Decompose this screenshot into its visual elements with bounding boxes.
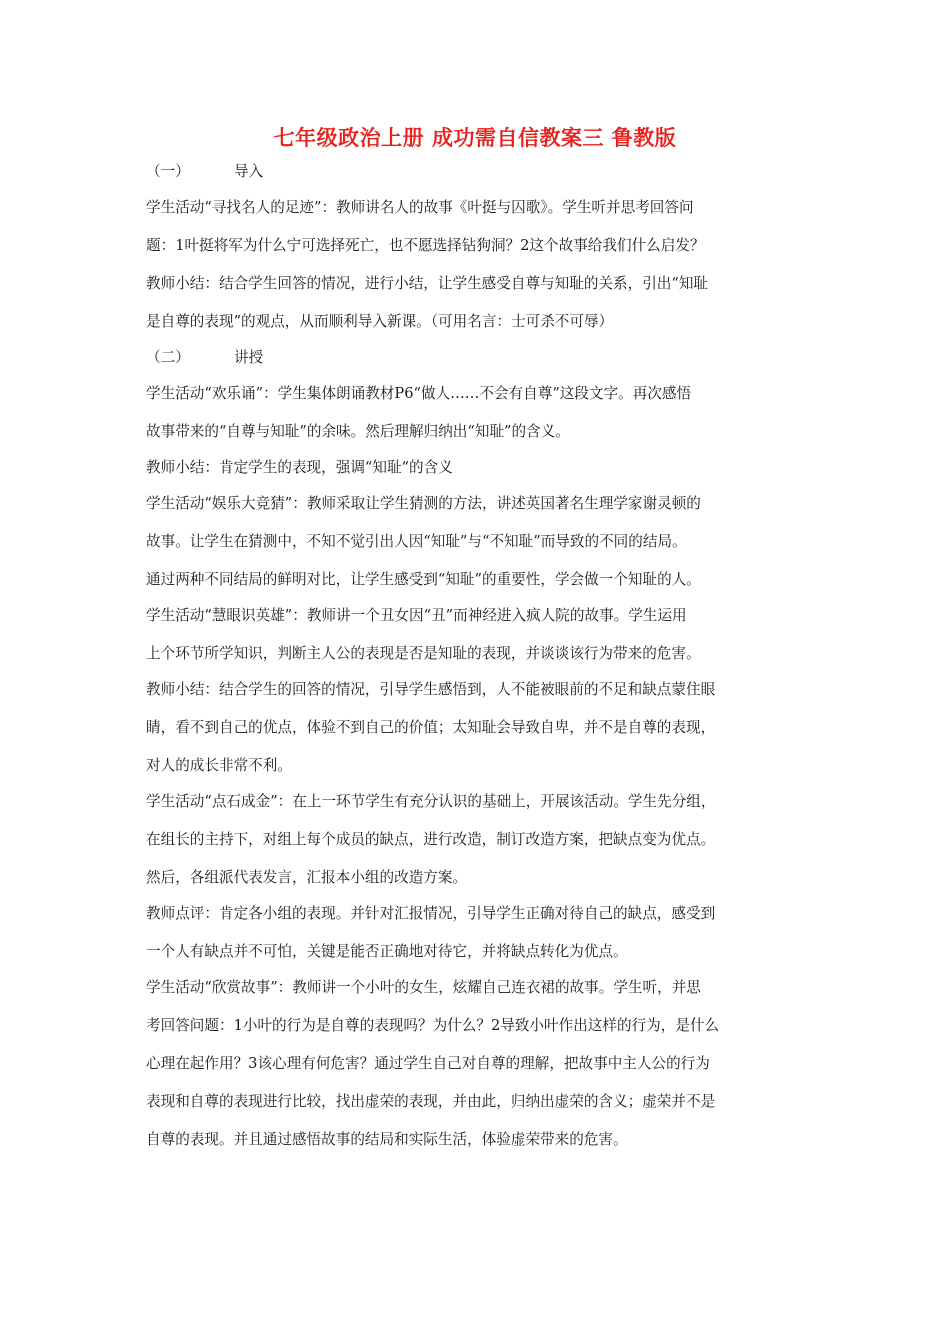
section-number: （一）: [146, 163, 190, 180]
paragraph-line: 心理在起作用？3该心理有何危害？通过学生自己对自尊的理解，把故事中主人公的行为: [146, 1055, 710, 1072]
paragraph-line: 在组长的主持下，对组上每个成员的缺点，进行改造，制订改造方案，把缺点变为优点。: [146, 831, 716, 848]
paragraph-line: 学生活动“欢乐诵”：学生集体朗诵教材P6“做人……不会有自尊”这段文字。再次感悟: [146, 385, 692, 402]
paragraph-line: 题：1叶挺将军为什么宁可选择死亡，也不愿选择钻狗洞？2这个故事给我们什么启发？: [146, 237, 705, 254]
paragraph-line: 是自尊的表现”的观点，从而顺利导入新课。（可用名言：士可杀不可辱）: [146, 313, 614, 330]
paragraph-line: 教师小结：结合学生的回答的情况，引导学生感悟到，人不能被眼前的不足和缺点蒙住眼: [146, 681, 716, 698]
paragraph-line: 考回答问题：1小叶的行为是自尊的表现吗？为什么？2导致小叶作出这样的行为，是什么: [146, 1017, 720, 1034]
paragraph-line: 表现和自尊的表现进行比较，找出虚荣的表现，并由此，归纳出虚荣的含义；虚荣并不是: [146, 1093, 716, 1110]
paragraph-line: 学生活动“寻找名人的足迹”：教师讲名人的故事《叶挺与囚歌》。学生听并思考回答问: [146, 199, 694, 216]
paragraph-line: 故事带来的“自尊与知耻”的余味。然后理解归纳出“知耻”的含义。: [146, 423, 570, 440]
paragraph-line: 教师小结：肯定学生的表现，强调“知耻“的含义: [146, 459, 453, 476]
section-heading-intro: [146, 162, 806, 181]
paragraph-line: 教师点评：肯定各小组的表现。并针对汇报情况，引导学生正确对待自己的缺点，感受到: [146, 905, 716, 922]
paragraph-line: 一个人有缺点并不可怕，关键是能否正确地对待它，并将缺点转化为优点。: [146, 943, 628, 960]
paragraph-line: 学生活动“点石成金”：在上一环节学生有充分认识的基础上，开展该活动。学生先分组，: [146, 793, 716, 810]
section-heading-lecture: [146, 348, 806, 367]
paragraph-line: 通过两种不同结局的鲜明对比，让学生感受到“知耻”的重要性，学会做一个知耻的人。: [146, 571, 701, 588]
paragraph-line: 学生活动“娱乐大竞猜”：教师采取让学生猜测的方法，讲述英国著名生理学家谢灵顿的: [146, 495, 701, 512]
document-body: [146, 162, 806, 1149]
section-name: 导入: [234, 163, 264, 180]
paragraph-line: 上个环节所学知识，判断主人公的表现是否是知耻的表现，并谈谈该行为带来的危害。: [146, 645, 701, 662]
section-number: （二）: [146, 349, 190, 366]
paragraph-line: 自尊的表现。并且通过感悟故事的结局和实际生活，体验虚荣带来的危害。: [146, 1131, 628, 1148]
paragraph-line: 睛，看不到自己的优点，体验不到自己的价值；太知耻会导致自卑，并不是自尊的表现，: [146, 719, 716, 736]
document-title: 七年级政治上册 成功需自信教案三 鲁教版: [273, 126, 677, 150]
paragraph-line: 故事。让学生在猜测中，不知不觉引出人因“知耻”与“不知耻”而导致的不同的结局。: [146, 533, 687, 550]
paragraph-line: 学生活动“欣赏故事”：教师讲一个小叶的女生，炫耀自己连衣裙的故事。学生听，并思: [146, 979, 701, 996]
paragraph-line: 对人的成长非常不利。: [146, 757, 292, 774]
section-name: 讲授: [234, 349, 264, 366]
paragraph-line: 学生活动“慧眼识英雄”：教师讲一个丑女因“丑”而神经进入疯人院的故事。学生运用: [146, 607, 687, 624]
paragraph-line: 然后，各组派代表发言，汇报本小组的改造方案。: [146, 869, 468, 886]
paragraph-line: 教师小结：结合学生回答的情况，进行小结，让学生感受自尊与知耻的关系，引出“知耻: [146, 275, 709, 292]
